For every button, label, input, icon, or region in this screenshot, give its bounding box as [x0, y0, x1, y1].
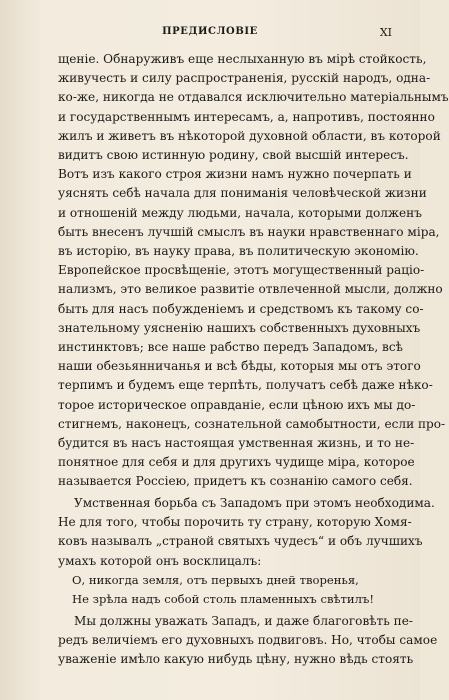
text-line: инстинктовъ; все наше рабство передъ Западомъ, всѣ	[58, 340, 403, 355]
text-line: уяснять себѣ начала для пониманія человѣческой жизни	[58, 186, 427, 201]
text-line: щеніе. Обнаруживъ еще неслыханную въ мірѣ стойкость,	[58, 52, 427, 66]
page-number: XI	[379, 26, 392, 39]
text-line: быть внесенъ лучшій смыслъ въ науки нравственнаго міра,	[58, 224, 440, 239]
paragraph-1	[58, 50, 449, 492]
paragraph-3	[58, 612, 438, 670]
text-line: Европейское просвѣщеніе, этотъ могущественный раціо-	[58, 263, 425, 278]
text-line: нализмъ, это великое развитіе отвлеченной мысли, должно	[58, 282, 443, 297]
text-line: понятное для себя и для другихъ чудище міра, которое	[58, 455, 415, 470]
text-line: стигнемъ, наконецъ, сознательной самобытности, если про-	[58, 416, 446, 431]
header-title: ПРЕДИСЛОВІЕ	[162, 26, 258, 37]
text-line: Умственная борьба съ Западомъ при этомъ необходима.	[74, 496, 435, 510]
text-line: Не для того, чтобы порочить ту страну, которую Хомя-	[58, 515, 412, 530]
text-line: уваженіе имѣло какую нибудь цѣну, нужно вѣдь стоять	[58, 652, 414, 667]
text-line: видитъ свою истинную родину, свой высшій интересъ.	[58, 148, 409, 163]
text-line: жилъ и живетъ въ нѣкоторой духовной области, въ которой	[58, 128, 441, 143]
text-line: Не зрѣла надъ собой столь пламенныхъ свѣтилъ!	[72, 592, 375, 607]
text-line: и отношеній между людьми, начала, которыми долженъ	[58, 205, 422, 220]
text-line: О, никогда земля, отъ первыхъ дней творенья,	[72, 573, 359, 587]
text-line: ко-же, никогда не отдавался исключительно матеріальнымъ	[58, 90, 449, 105]
text-line: и государственнымъ интересамъ, а, напротивъ, постоянно	[58, 109, 435, 124]
text-line: умахъ которой онъ восклицалъ:	[58, 553, 262, 568]
text-line: будится въ насъ настоящая умственная жизнь, и то не-	[58, 436, 415, 451]
text-line: Мы должны уважать Западъ, и даже благоговѣть пе-	[74, 614, 413, 628]
text-line: живучесть и силу распространенія, русскій народъ, одна-	[58, 71, 431, 86]
text-line: Вотъ изъ какого строя жизни намъ нужно почерпать и	[58, 167, 412, 182]
text-line: наши обезьянничанья и всѣ бѣды, которыя мы отъ этого	[58, 359, 421, 374]
text-line: быть для насъ побужденіемъ и средствомъ къ такому со-	[58, 301, 424, 316]
text-line: въ исторію, въ науку права, въ политическую экономію.	[58, 244, 419, 259]
text-line: терпимъ и будемъ еще терпѣть, получатъ себѣ даже нѣко-	[58, 378, 433, 393]
verse-quote	[58, 571, 382, 609]
paragraph-2	[58, 494, 435, 571]
text-line: ковъ называлъ „страной святыхъ чудесъ“ и объ лучшихъ	[58, 534, 423, 549]
text-line: знательному уясненію нашихъ собственныхъ духовныхъ	[58, 320, 421, 335]
text-line: называется Россіею, придетъ къ сознанію самого себя.	[58, 474, 413, 489]
text-line: редъ величіемъ его духовныхъ подвиговъ. Но, чтобы самое	[58, 633, 438, 648]
running-header	[0, 26, 420, 42]
text-line: торое историческое оправданіе, если цѣною ихъ мы до-	[58, 397, 416, 412]
